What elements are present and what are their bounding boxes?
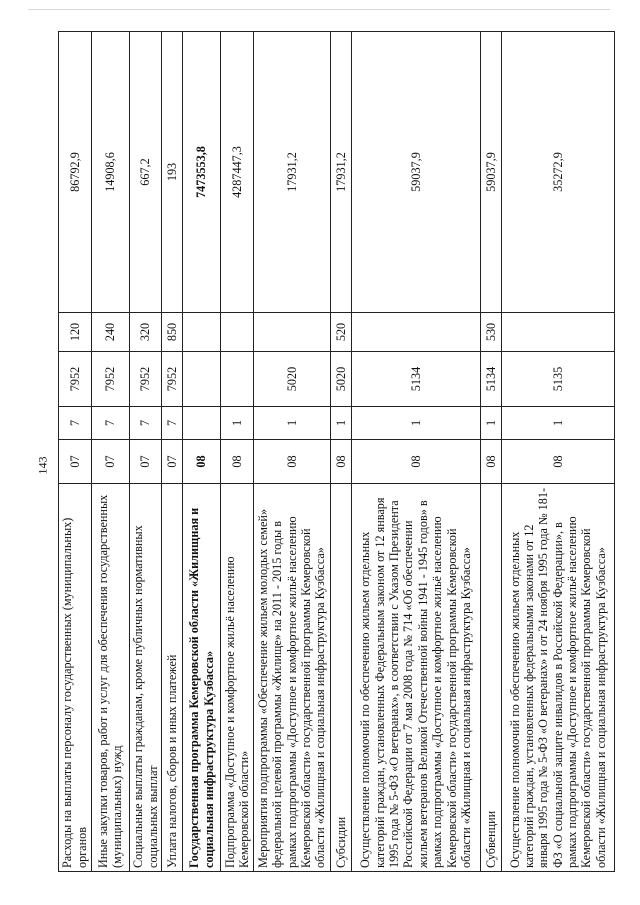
budget-table-body — [59, 32, 615, 872]
amount-cell: 35272,9 — [501, 32, 614, 313]
subprogram-code-cell: 1 — [351, 407, 481, 440]
subprogram-code-cell: 7 — [162, 407, 183, 440]
amount-cell: 14908,6 — [91, 32, 129, 313]
rotated-table-area — [58, 32, 615, 872]
target-article-code-cell — [183, 352, 221, 407]
amount-cell: 17931,2 — [253, 32, 330, 313]
amount-cell: 4287447,3 — [221, 32, 254, 313]
subprogram-code-cell: 1 — [221, 407, 254, 440]
section-code-cell: 08 — [221, 440, 254, 484]
target-article-code-cell: 7952 — [91, 352, 129, 407]
expense-type-code-cell: 850 — [162, 313, 183, 352]
section-code-cell: 08 — [351, 440, 481, 484]
subprogram-code-cell: 7 — [129, 407, 162, 440]
section-code-cell: 07 — [129, 440, 162, 484]
row-description-cell: Расходы на выплаты персоналу государственных (муниципальных) органов — [59, 484, 92, 872]
amount-cell: 7473553,8 — [183, 32, 221, 313]
budget-table — [58, 31, 615, 872]
subprogram-code-cell: 1 — [501, 407, 614, 440]
expense-type-code-cell — [501, 313, 614, 352]
table-row — [183, 32, 221, 872]
row-description-cell: Мероприятия подпрограммы «Обеспечение жильем молодых семей» федеральной целевой программы «Жилище» на 2011 - 2015 годы в рамках подпрограммы «Доступное и комфортное жильё населению Кемеровской области» государственной программы Кемеровской области «Жилищная и социальная инфраструктура Кузбасса» — [253, 484, 330, 872]
table-row — [129, 32, 162, 872]
table-row — [221, 32, 254, 872]
page-number — [36, 445, 50, 485]
target-article-code-cell: 5020 — [253, 352, 330, 407]
table-row — [91, 32, 129, 872]
target-article-code-cell: 5134 — [481, 352, 502, 407]
row-description-cell: Субвенции — [481, 484, 502, 872]
target-article-code-cell: 5134 — [351, 352, 481, 407]
subprogram-code-cell: 1 — [330, 407, 351, 440]
row-description-cell: Подпрограмма «Доступное и комфортное жильё населению Кемеровской области» — [221, 484, 254, 872]
amount-cell: 17931,2 — [330, 32, 351, 313]
expense-type-code-cell: 240 — [91, 313, 129, 352]
table-row — [253, 32, 330, 872]
row-description-cell: Осуществление полномочий по обеспечению жильем отдельных категорий граждан, установленных Федеральным законом от 12 января 1995 года № 5-ФЗ «О ветеранах», в соответствии с Указом Президента Российской Федерации от 7 мая 2008 года № 714 «Об обеспечении жильем ветеранов Великой Отечественной войны 1941 - 1945 годов» в рамках подпрограммы «Доступное и комфортное жильё населению Кемеровской области» государственной программы Кемеровской области «Жилищная и социальная инфраструктура Кузбасса» — [351, 484, 481, 872]
rotated-table-frame — [58, 32, 615, 872]
amount-cell: 193 — [162, 32, 183, 313]
row-description-cell: Субсидии — [330, 484, 351, 872]
expense-type-code-cell: 530 — [481, 313, 502, 352]
expense-type-code-cell — [351, 313, 481, 352]
table-row — [330, 32, 351, 872]
table-row — [351, 32, 481, 872]
row-description-cell: Иные закупки товаров, работ и услуг для обеспечения государственных (муниципальных) нужд — [91, 484, 129, 872]
amount-cell: 59037,9 — [481, 32, 502, 313]
expense-type-code-cell: 120 — [59, 313, 92, 352]
table-row — [162, 32, 183, 872]
table-row — [481, 32, 502, 872]
subprogram-code-cell: 1 — [481, 407, 502, 440]
amount-cell: 86792,9 — [59, 32, 92, 313]
top-border-line — [28, 9, 610, 10]
table-row — [59, 32, 92, 872]
row-description-cell: Государственная программа Кемеровской области «Жилищная и социальная инфраструктура Кузбасса» — [183, 484, 221, 872]
amount-cell: 667,2 — [129, 32, 162, 313]
target-article-code-cell: 7952 — [129, 352, 162, 407]
amount-cell: 59037,9 — [351, 32, 481, 313]
subprogram-code-cell — [183, 407, 221, 440]
expense-type-code-cell — [183, 313, 221, 352]
subprogram-code-cell: 7 — [91, 407, 129, 440]
expense-type-code-cell: 320 — [129, 313, 162, 352]
target-article-code-cell: 7952 — [162, 352, 183, 407]
row-description-cell: Уплата налогов, сборов и иных платежей — [162, 484, 183, 872]
expense-type-code-cell — [221, 313, 254, 352]
table-row — [501, 32, 614, 872]
section-code-cell: 08 — [253, 440, 330, 484]
section-code-cell: 07 — [91, 440, 129, 484]
section-code-cell: 08 — [330, 440, 351, 484]
target-article-code-cell — [221, 352, 254, 407]
section-code-cell: 08 — [183, 440, 221, 484]
target-article-code-cell: 5135 — [501, 352, 614, 407]
row-description-cell: Осуществление полномочий по обеспечению жильем отдельных категорий граждан, установленных федеральными законами от 12 января 1995 года № 5-ФЗ «О ветеранах» и от 24 ноября 1995 года № 181-ФЗ «О социальной защите инвалидов в Российской Федерации», в рамках подпрограммы «Доступное и комфортное жильё населению Кемеровской области» государственной программы Кемеровской области «Жилищная и социальная инфраструктура Кузбасса» — [501, 484, 614, 872]
section-code-cell: 08 — [501, 440, 614, 484]
subprogram-code-cell: 7 — [59, 407, 92, 440]
section-code-cell: 07 — [162, 440, 183, 484]
page-number-text: 143 — [35, 456, 50, 474]
subprogram-code-cell: 1 — [253, 407, 330, 440]
row-description-cell: Социальные выплаты гражданам, кроме публичных нормативных социальных выплат — [129, 484, 162, 872]
section-code-cell: 08 — [481, 440, 502, 484]
expense-type-code-cell — [253, 313, 330, 352]
target-article-code-cell: 5020 — [330, 352, 351, 407]
target-article-code-cell: 7952 — [59, 352, 92, 407]
expense-type-code-cell: 520 — [330, 313, 351, 352]
section-code-cell: 07 — [59, 440, 92, 484]
